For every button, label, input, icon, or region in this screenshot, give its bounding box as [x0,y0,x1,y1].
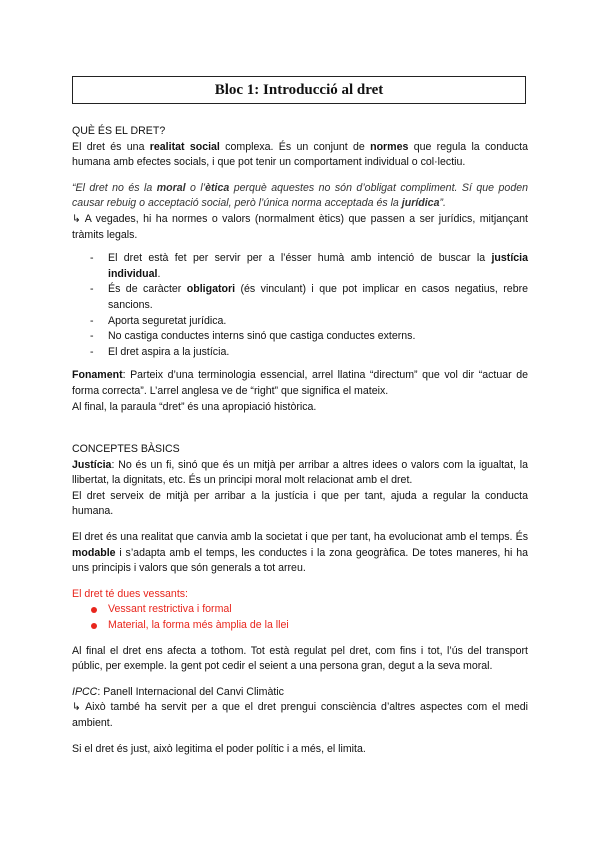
section-heading-conceptes: CONCEPTES BÀSICS [72,443,180,456]
paragraph-fonament: Fonament: Parteix d’una terminologia essencial, arrel llatina “directum” que vol dir “actuar de forma correcta”. L’arrel anglesa ve de “right” que significa el mateix. [72,369,528,397]
page-title: Bloc 1: Introducció al dret [214,81,384,98]
paragraph-realitat: El dret és una realitat que canvia amb la societat i que per tant, ha evolucionat amb el temps. És modable i s’adapta amb el temps, les conductes i la zona geogràfica. De totes maneres, hi ha uns principis i valors que són generals a tot arreu. [72,531,528,575]
quote-moral: “El dret no és la moral o l’ètica perquè aquestes no són d’obligat compliment. Sí que poden causar rebuig o acceptació social, però l’única norma acceptada és la jurídica”. [72,181,528,210]
paragraph-afecta: Al final el dret ens afecta a tothom. Tot està regulat pel dret, com fins i tot, l’ús del transport públic, per exemple. la gent pot cedir el seient a una persona gran, degut a la seva moral. [72,644,528,673]
vessants-heading: El dret té dues vessants: [72,587,189,600]
document-body [72,124,528,757]
list-item: - El dret aspira a la justícia. [90,345,230,358]
list-item: - Aporta seguretat jurídica. [90,314,227,327]
paragraph-justicia: Justícia: No és un fi, sinó que és un mitjà per arribar a altres idees o valors com la igualtat, la llibertat, la dignitats, etc. És un principi moral molt relacionat amb el dret. [72,458,528,487]
list-item: Material, la forma més àmplia de la llei [72,618,528,634]
paragraph-ipcc: IPCC: Panell Internacional del Canvi Climàtic [72,685,284,698]
arrow-note-tramits: ↳ A vegades, hi ha normes o valors (normalment ètics) que passen a ser jurídics, mitjançant tràmits legals. [72,212,528,241]
paragraph-mitja: El dret serveix de mitjà per arribar a la justícia i que per tant, ajuda a regular la conducta humana. [72,489,528,518]
title-box [72,76,526,104]
paragraph-apropiacio: Al final, la paraula “dret” és una apropiació històrica. [72,400,317,413]
list-item: - És de caràcter obligatori (és vinculant) i que pot implicar en casos negatius, rebre sancions. [90,283,529,311]
list-item: - No castiga conductes interns sinó que castiga conductes externs. [90,330,416,343]
paragraph-definition: El dret és una realitat social complexa. És un conjunt de normes que regula la conducta humana amb efectes socials, i que pot tenir un comportament individual o col·lectiu. [72,140,528,169]
paragraph-legitima: Si el dret és just, això legitima el poder polític i a més, el limita. [72,742,366,755]
characteristics-list [72,251,528,360]
list-item: Vessant restrictiva i formal [72,602,528,618]
list-item: - El dret està fet per servir per a l’ésser humà amb intenció de buscar la justícia individual. [90,252,528,280]
arrow-note-medi-ambient: ↳ Això també ha servit per a que el dret prengui consciència d’altres aspectes com el medi ambient. [72,701,528,729]
section-heading-que-es: QUÈ ÉS EL DRET? [72,125,166,137]
vessants-list [72,602,528,633]
